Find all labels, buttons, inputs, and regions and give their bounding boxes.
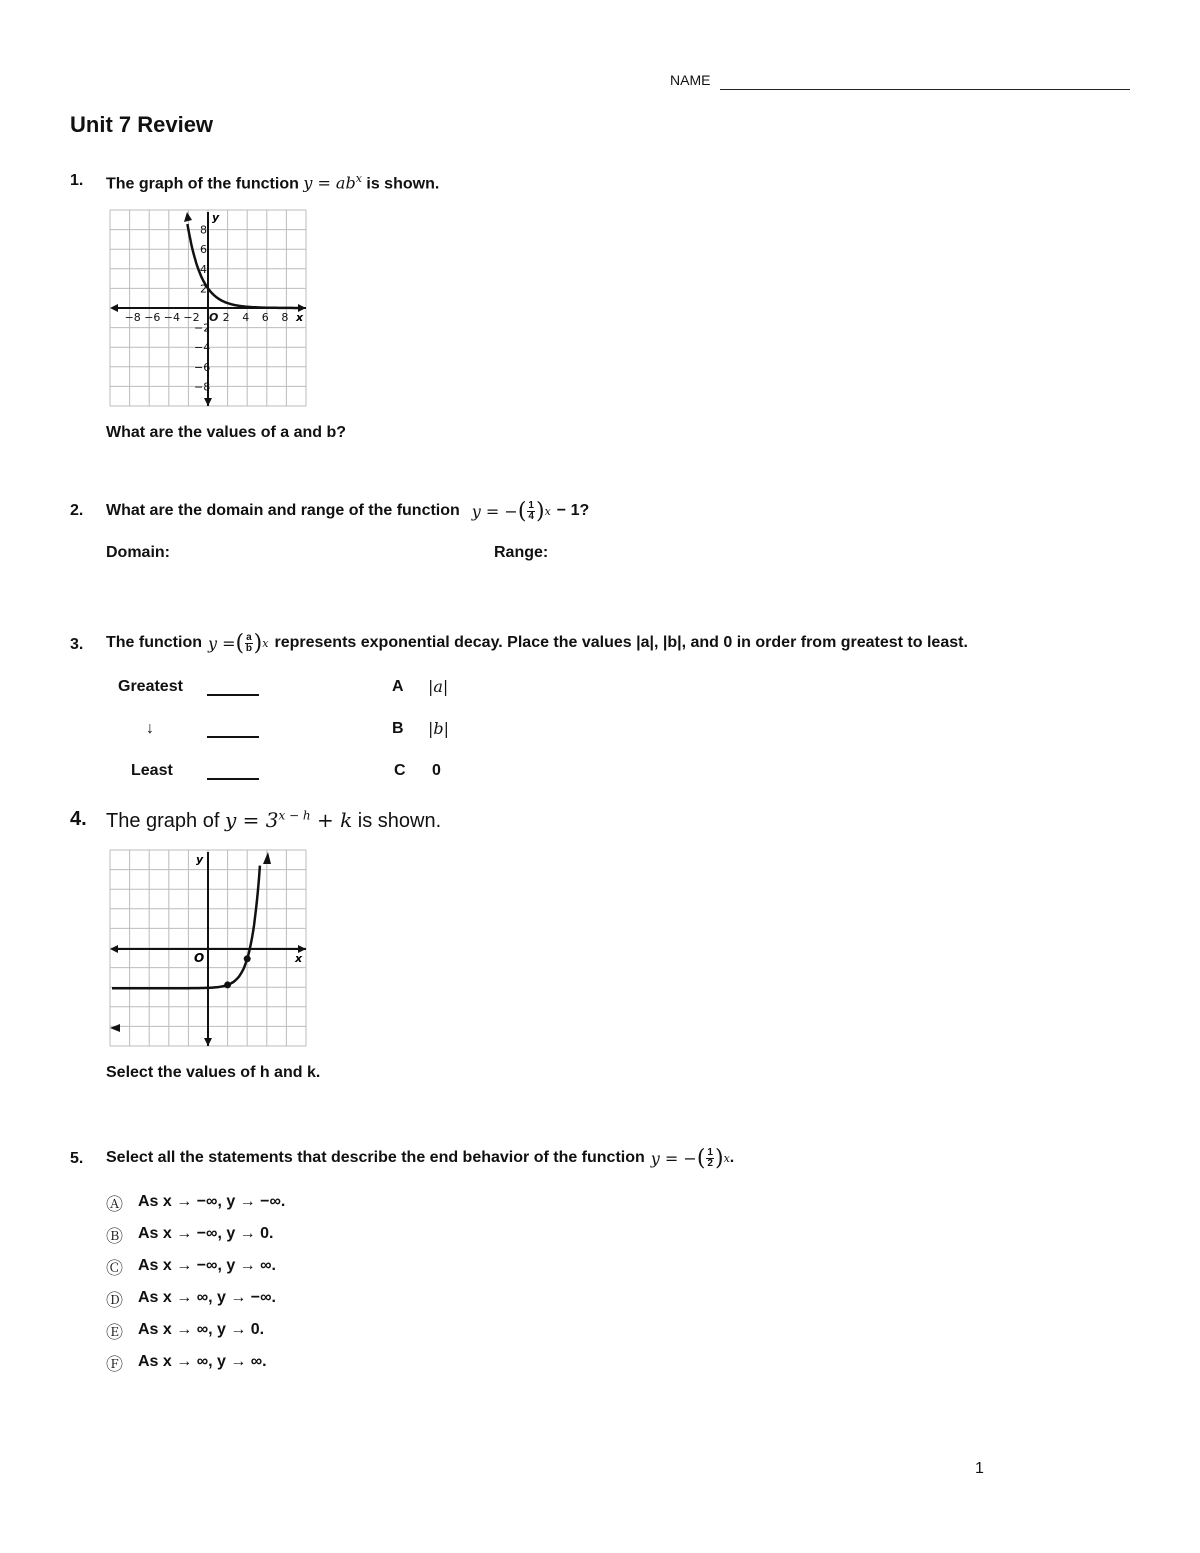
graph-1-y-tick-label: 2 [200, 282, 207, 296]
q5-choice-c[interactable] [106, 1250, 285, 1282]
q2-prompt: What are the domain and range of the function y = − ( $\frac{1}{4}$ ) x − 1? [106, 498, 590, 524]
q3-option-value-c: 0 [432, 762, 441, 779]
graph-1-x-tick-label: −6 [144, 311, 161, 324]
q2-exponent: x [544, 504, 551, 518]
q4-text-a: The graph of [106, 810, 225, 832]
choice-a-text: As x → −∞, y → −∞. [138, 1193, 286, 1210]
graph-1-y-arrow-down [204, 398, 212, 406]
graph-2-point-2 [244, 955, 251, 962]
q3-option-letter-b: B [392, 720, 404, 737]
q5-eq-post: . [729, 1149, 735, 1166]
graph-1-x-tick-label: −8 [124, 311, 141, 324]
graph-2-curve [112, 866, 260, 989]
q3-exponent: x [262, 636, 269, 650]
choice-d-text: As x → ∞, y → −∞. [138, 1289, 276, 1306]
q2-eq-post: − 1? [556, 502, 590, 519]
q2-number: 2. [70, 502, 84, 519]
q5-frac-den: 2 [707, 1157, 713, 1169]
q1-text-b: is shown. [361, 175, 440, 193]
q3-label-arrow: ↓ [146, 720, 154, 737]
q4-question: Select the values of h and k. [106, 1064, 321, 1081]
q3-label-least: Least [131, 762, 173, 779]
q3-blank-3[interactable] [207, 764, 259, 780]
q5-eq-pre: y = − [650, 1148, 697, 1168]
graph-2-y-label: y [196, 853, 204, 866]
graph-1-y-tick-label: 6 [200, 243, 207, 257]
q1-prompt [106, 172, 439, 193]
graph-1-x-tick-label: 2 [222, 311, 230, 324]
graph-2 [108, 848, 310, 1050]
q3-option-value-a: |a| [428, 677, 449, 696]
graph-1-x-tick-label: 6 [261, 311, 269, 324]
page-title: Unit 7 Review [70, 112, 214, 137]
q3-number: 3. [70, 636, 84, 653]
graph-1-y-tick-label: −6 [194, 360, 211, 374]
domain-label: Domain: [106, 544, 170, 561]
graph-2-curve-arrow-left [110, 1024, 120, 1032]
q3-text-b: represents exponential decay. Place the values |a|, |b|, and 0 in order from greatest to least. [274, 634, 968, 651]
choice-f-bubble-icon[interactable]: Ⓕ [106, 1354, 123, 1375]
graph-1-y-label: y [212, 211, 220, 224]
q1-text-a: The graph of the function [106, 175, 304, 193]
q4-equation: y = 3 [224, 808, 279, 832]
q5-choice-d[interactable] [106, 1282, 285, 1314]
graph-1-y-tick-label: −4 [194, 341, 211, 355]
graph-1-x-tick-label: 4 [242, 311, 250, 324]
q4-eq-post: + k [310, 808, 353, 832]
q5-choice-f[interactable] [106, 1346, 285, 1378]
q4-number: 4. [70, 808, 87, 830]
graph-2-x-label: x [295, 952, 303, 965]
graph-1-x-tick-label: −4 [163, 311, 181, 324]
q1-exponent: x [355, 172, 362, 185]
choice-c-bubble-icon[interactable]: Ⓒ [106, 1258, 123, 1279]
choice-c-text: As x → −∞, y → ∞. [138, 1257, 276, 1274]
choice-d-bubble-icon[interactable]: Ⓓ [106, 1290, 123, 1311]
q3-eq-pre: y = [207, 633, 236, 653]
q2-frac-den: 4 [528, 510, 534, 522]
q3-option-letter-a: A [392, 678, 404, 695]
choice-e-bubble-icon[interactable]: Ⓔ [106, 1322, 123, 1343]
graph-2-point-1 [224, 981, 231, 988]
graph-1-x-tick-label: 8 [281, 311, 289, 324]
q1-equation: y = ab [303, 173, 356, 193]
q5-text: Select all the statements that describe the end behavior of the function [106, 1149, 645, 1166]
range-label: Range: [494, 544, 549, 561]
q4-text-b: is shown. [352, 810, 442, 832]
q2-eq-pre: y = − [471, 501, 518, 521]
graph-1-x-tick-label: −2 [183, 311, 200, 324]
page-number: 1 [975, 1460, 984, 1477]
graph-2-x-arrow-left [110, 945, 118, 953]
q5-choice-a[interactable] [106, 1186, 285, 1218]
q5-choice-b[interactable] [106, 1218, 285, 1250]
graph-1-y-tick-label: 4 [200, 262, 207, 276]
graph-1-y-tick-label: −8 [194, 380, 211, 394]
q5-choice-e[interactable] [106, 1314, 285, 1346]
graph-1-x-tick-label: O [209, 311, 219, 324]
q1-question: What are the values of a and b? [106, 424, 347, 441]
q3-text-a: The function [106, 634, 202, 651]
graph-1 [108, 208, 310, 410]
q3-frac-den: b [245, 642, 252, 654]
q4-exponent: x − h [278, 808, 311, 823]
q5-frac-num: 1 [707, 1146, 713, 1158]
q3-option-value-b: |b| [428, 719, 450, 738]
graph-1-x-label: x [296, 311, 304, 324]
q5-exponent: x [723, 1151, 730, 1165]
q4-prompt [106, 808, 441, 833]
name-field-line[interactable] [720, 89, 1130, 90]
choice-b-bubble-icon[interactable]: Ⓑ [106, 1226, 123, 1247]
graph-1-y-tick-label: 8 [200, 223, 207, 237]
q3-label-greatest: Greatest [118, 678, 183, 695]
q5-number: 5. [70, 1150, 84, 1167]
q1-number: 1. [70, 172, 84, 189]
choice-b-text: As x → −∞, y → 0. [138, 1225, 274, 1242]
graph-2-origin-label: O [194, 951, 205, 965]
q2-text: What are the domain and range of the function [106, 502, 460, 519]
q3-prompt: The function y = ( $\frac{a}{b}$ ) x represents exponential decay. Place the values |a|, |b|, and 0 in order from greatest to least. [106, 630, 968, 656]
graph-1-x-arrow-left [110, 304, 118, 312]
q3-option-letter-c: C [394, 762, 406, 779]
choice-a-bubble-icon[interactable]: Ⓐ [106, 1194, 123, 1215]
name-label: NAME [670, 72, 711, 88]
choice-e-text: As x → ∞, y → 0. [138, 1321, 265, 1338]
q5-choices [106, 1186, 285, 1378]
graph-1-y-tick-label: −2 [194, 321, 211, 335]
q5-prompt: Select all the statements that describe the end behavior of the function y = − ( $\frac{1}{2}$ ) x . [106, 1145, 735, 1171]
q3-frac-num: a [246, 631, 252, 643]
graph-2-y-arrow-down [204, 1038, 212, 1046]
q3-blank-1[interactable] [207, 680, 259, 696]
q3-blank-2[interactable] [207, 722, 259, 738]
q2-frac-num: 1 [528, 499, 534, 511]
choice-f-text: As x → ∞, y → ∞. [138, 1353, 267, 1370]
